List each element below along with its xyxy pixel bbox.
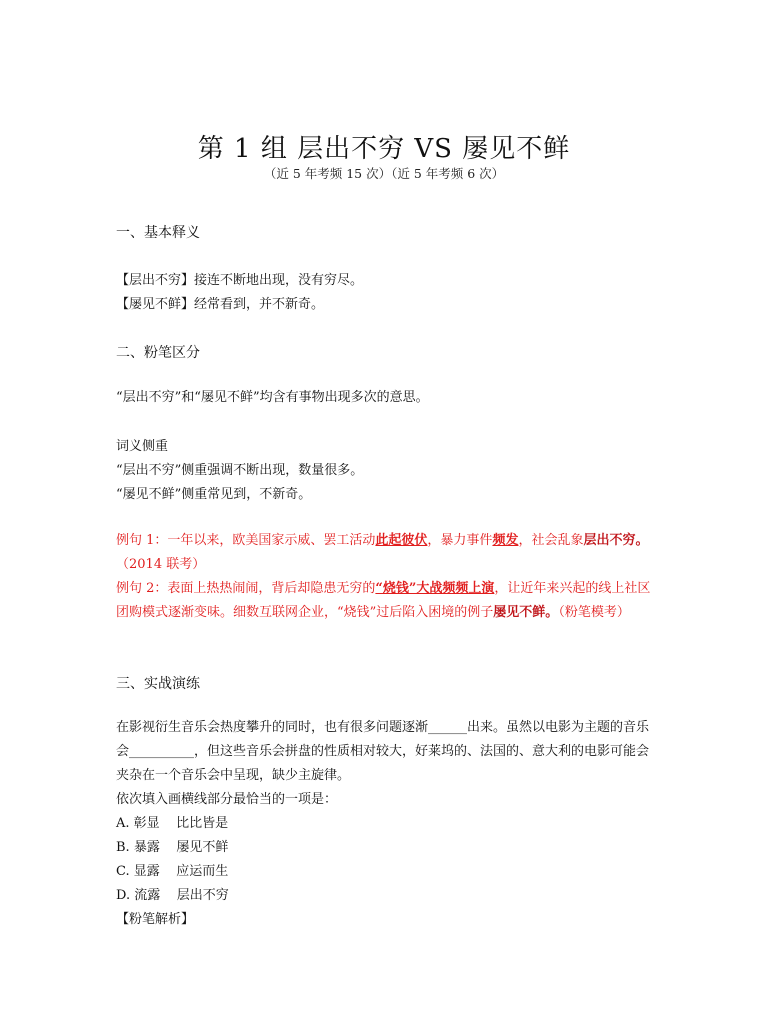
focus-title: 词义侧重 bbox=[116, 439, 169, 454]
option-a: A. 彰显 比比皆是 bbox=[116, 816, 229, 831]
highlight-phrase: 此起彼伏 bbox=[375, 533, 428, 548]
focus-line: “层出不穷”侧重强调不断出现，数量很多。 bbox=[116, 463, 364, 478]
section-heading-distinction: 二、粉笔区分 bbox=[116, 345, 200, 361]
question-prompt: 依次填入画横线部分最恰当的一项是： bbox=[116, 792, 338, 807]
example-sentences bbox=[116, 529, 656, 625]
focus-line: “屡见不鲜”侧重常见到，不新奇。 bbox=[116, 487, 312, 502]
definition-line: 【屡见不鲜】经常看到，并不新奇。 bbox=[116, 297, 325, 312]
section-heading-definitions: 一、基本释义 bbox=[116, 225, 200, 241]
practice-block bbox=[116, 716, 656, 932]
page-subtitle: （近 5 年考频 15 次）（近 5 年考频 6 次） bbox=[263, 166, 505, 181]
option-b: B. 暴露 屡见不鲜 bbox=[116, 840, 229, 855]
page-title: 第 1 组 层出不穷 VS 屡见不鲜 bbox=[197, 134, 571, 164]
definitions-block bbox=[116, 269, 656, 317]
definition-line: 【层出不穷】接连不断地出现，没有穷尽。 bbox=[116, 273, 364, 288]
example-1: 例句 1：一年以来，欧美国家示威、罢工活动此起彼伏，暴力事件频发，社会乱象层出不穷。 （2014 联考） bbox=[116, 533, 649, 572]
focus-block bbox=[116, 435, 656, 507]
question-text: 在影视衍生音乐会热度攀升的同时，也有很多问题逐渐______出来。虽然以电影为主题的音乐会__________，但这些音乐会拼盘的性质相对较大，好莱坞的、法国的、意大利的电影可能会夹杂在一个音乐会中呈现，缺少主旋律。 bbox=[116, 720, 650, 783]
example-2: 例句 2：表面上热热闹闹，背后却隐患无穷的“烧钱”大战频频上演，让近年来兴起的线上社区团购模式逐渐变味。细数互联网企业，“烧钱”过后陷入困境的例子屡见不鲜。（粉笔模考） bbox=[116, 581, 651, 620]
section-heading-practice: 三、实战演练 bbox=[116, 676, 200, 692]
option-c: C. 显露 应运而生 bbox=[116, 864, 229, 879]
highlight-answer: 屡见不鲜。 bbox=[493, 605, 559, 620]
highlight-answer: 层出不穷。 bbox=[583, 533, 649, 548]
highlight-phrase: 频发 bbox=[492, 533, 519, 548]
option-d: D. 流露 层出不穷 bbox=[116, 888, 229, 903]
distinction-intro: “层出不穷”和“屡见不鲜”均含有事物出现多次的意思。 bbox=[116, 390, 429, 405]
example-source: （2014 联考） bbox=[116, 557, 206, 572]
highlight-phrase: “烧钱”大战频频上演 bbox=[375, 581, 495, 596]
analysis-heading: 【粉笔解析】 bbox=[116, 912, 195, 927]
example-source: （粉笔模考） bbox=[558, 605, 630, 620]
